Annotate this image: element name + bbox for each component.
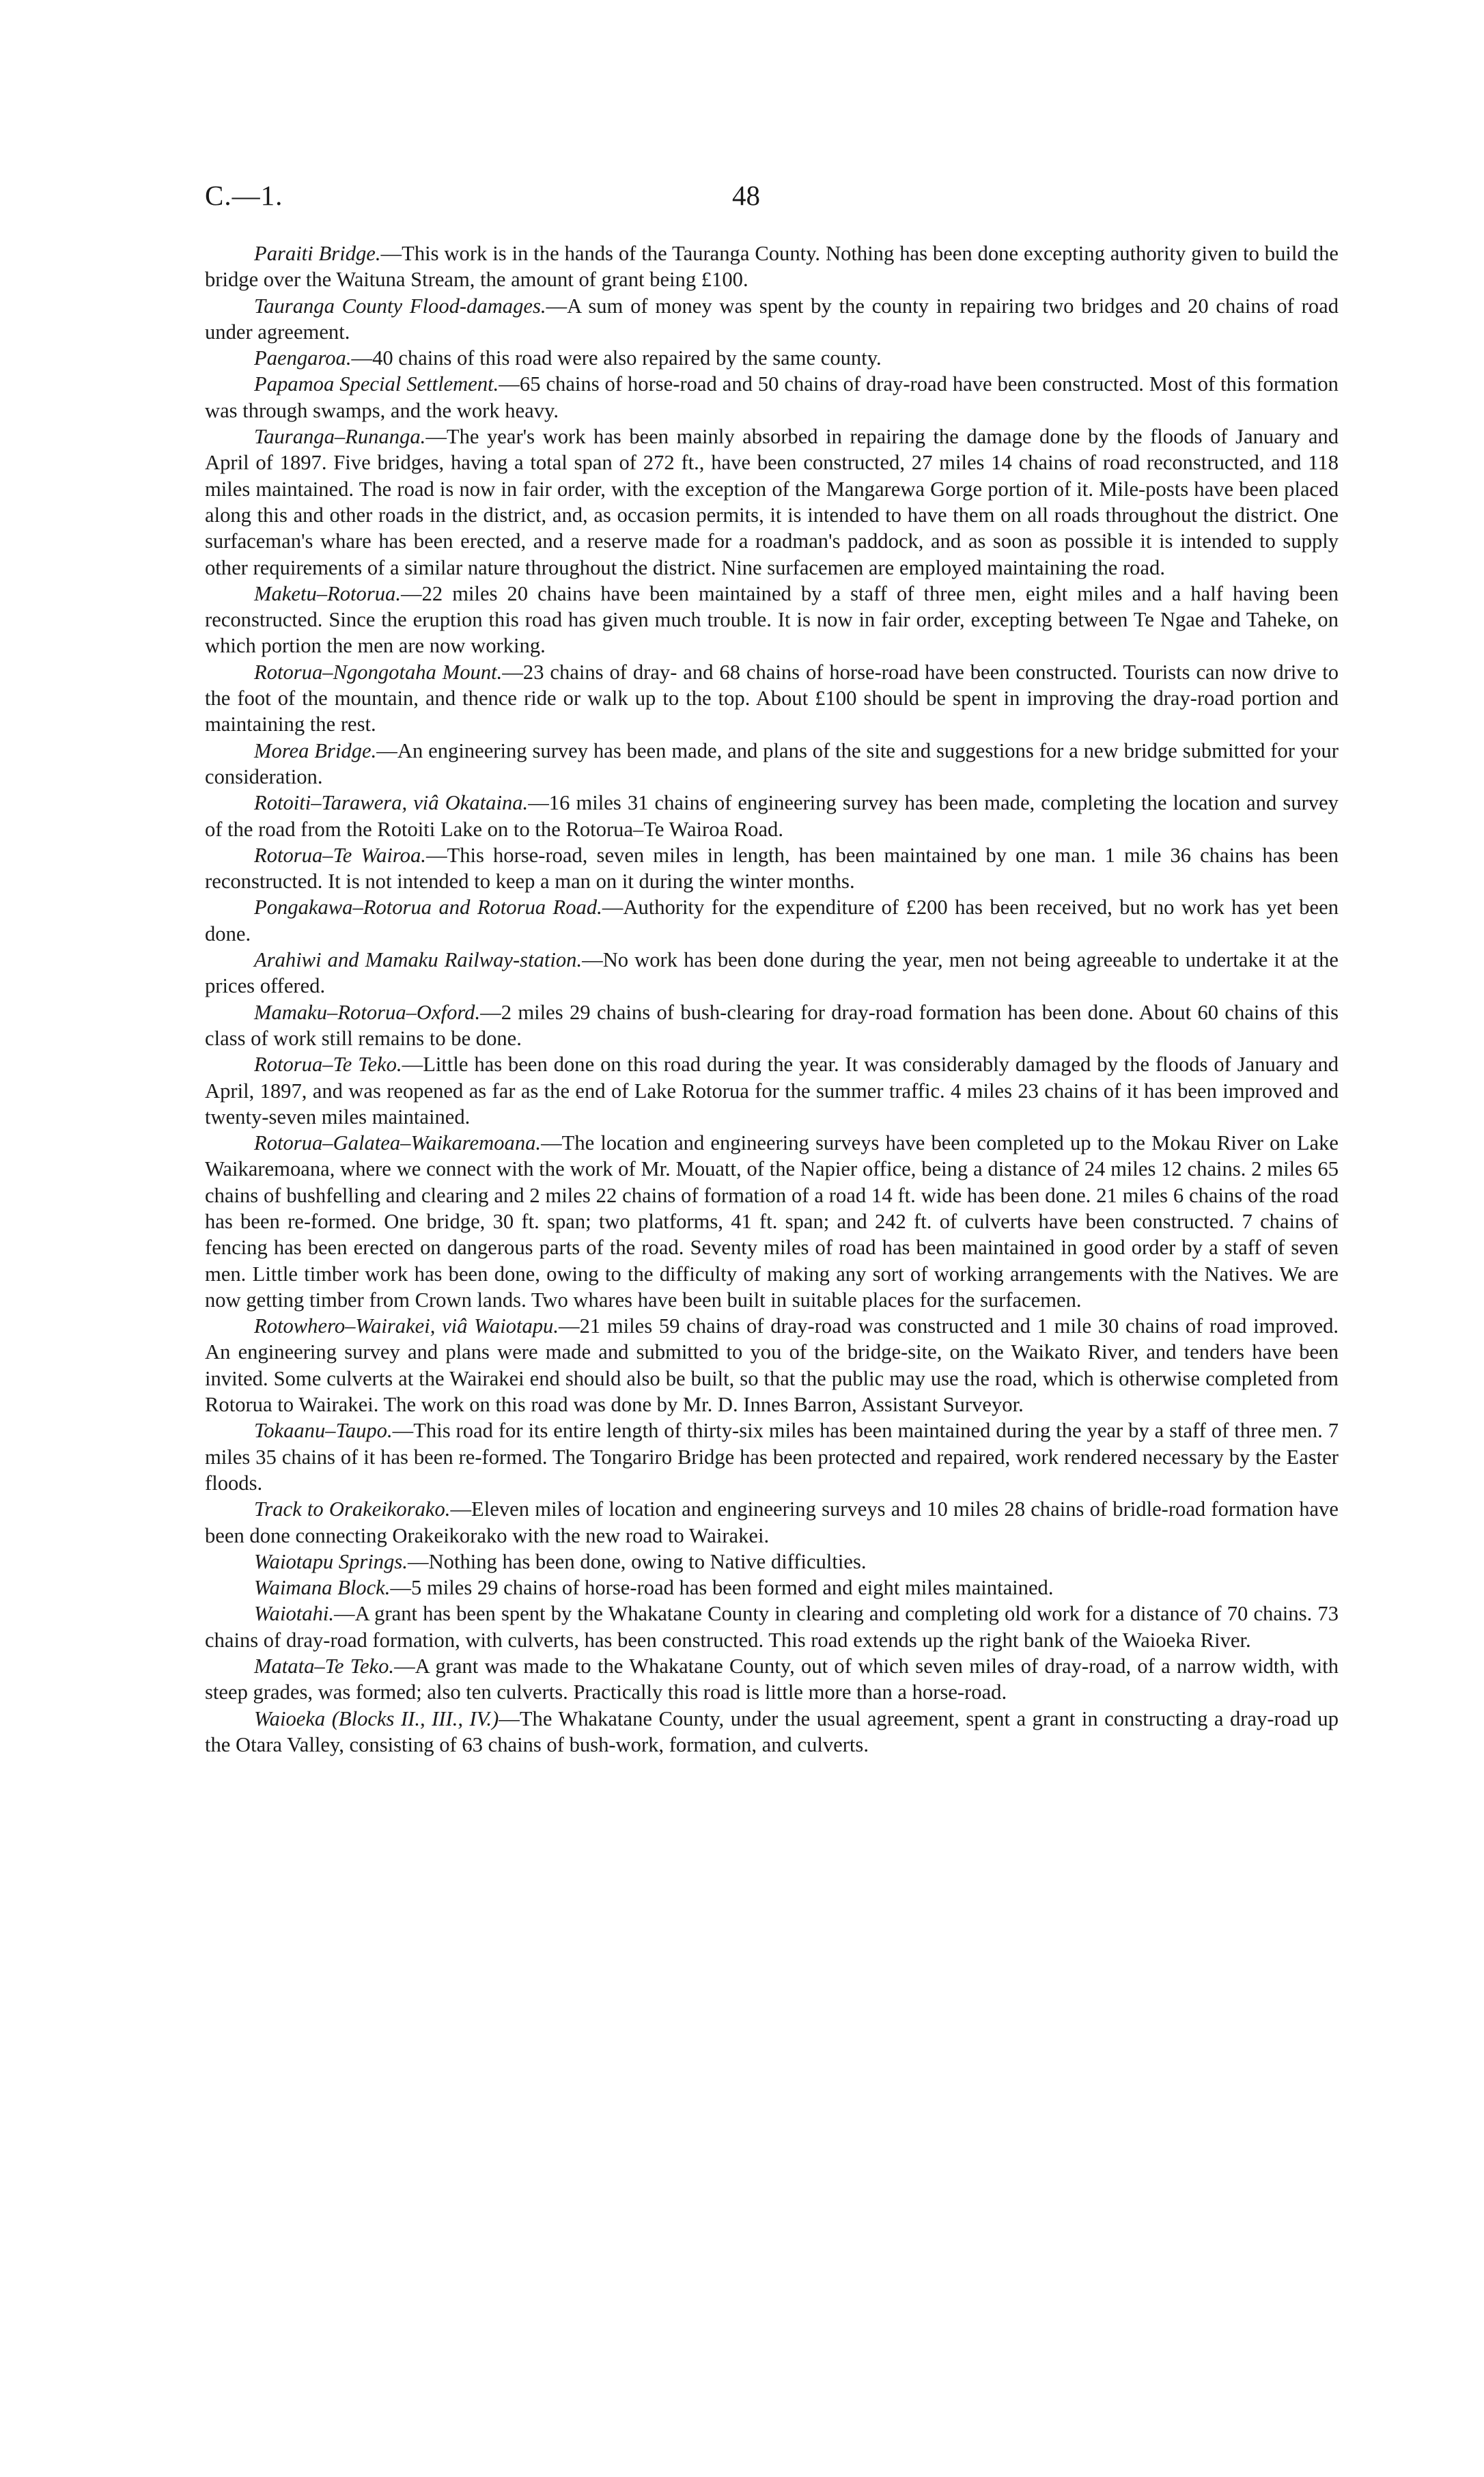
- paragraph-papamoa: [205, 371, 1339, 424]
- paragraph-text: —Authority for the expenditure of £200 has been received, but no work has yet been done.: [205, 896, 1339, 945]
- paragraph-title: Rotoiti–Tarawera, viâ Okataina.: [254, 791, 529, 815]
- paragraph-title: Rotorua–Ngongotaha Mount.: [254, 660, 503, 684]
- document-reference: C.—1.: [205, 180, 283, 211]
- paragraph-waimana-block: [205, 1575, 1339, 1601]
- paragraph-title: Rotorua–Te Wairoa.: [254, 843, 426, 867]
- paragraph-title: Rotorua–Galatea–Waikaremoana.: [254, 1131, 542, 1155]
- paragraph-rotorua-ngongotaha: [205, 659, 1339, 738]
- paragraph-text: —Little has been done on this road during the year. It was considerably damaged by the floods of January and April, 1897, and was reopened as far as the end of Lake Rotorua for the summer traffic. 4 miles 23 chains of it has been improved and twenty-seven miles maintained.: [205, 1053, 1339, 1129]
- paragraph-text: —22 miles 20 chains have been maintained by a staff of three men, eight miles and a half having been reconstructed. Since the eruption this road has given much trouble. It is now in fair order, excepting between Te Ngae and Taheke, on which portion the men are now working.: [205, 581, 1339, 658]
- paragraph-title: Mamaku–Rotorua–Oxford.: [254, 1000, 481, 1024]
- paragraph-title: Tauranga–Runanga.: [254, 425, 426, 449]
- paragraph-mamaku-rotorua-oxford: [205, 999, 1339, 1052]
- paragraph-pongakawa-rotorua: [205, 894, 1339, 947]
- paragraph-waioeka: [205, 1706, 1339, 1758]
- page-header: [205, 179, 1339, 220]
- paragraph-title: Arahiwi and Mamaku Railway-station.: [254, 948, 583, 972]
- paragraph-text: —The year's work has been mainly absorbed in repairing the damage done by the floods of January and April of 1897. Five bridges, having a total span of 272 ft., have been constructed, 27 miles 14 chains of road reconstructed, and 118 miles maintained. The road is now in fair order, with the exception of the Mangarewa Gorge portion of it. Mile-posts have been placed along this and other roads in the district, and, as occasion permits, it is intended to have them on all roads throughout the district. One surfaceman's whare has been erected, and a reserve made for a roadman's paddock, and as soon as possible it is intended to supply other requirements of a similar nature throughout the district. Nine surfacemen are employed maintaining the road.: [205, 425, 1339, 579]
- paragraph-title: Track to Orakeikorako.: [254, 1497, 451, 1521]
- paragraph-title: Maketu–Rotorua.: [254, 581, 401, 605]
- paragraph-text: —No work has been done during the year, men not being agreeable to undertake it at the prices offered.: [205, 948, 1339, 998]
- paragraph-title: Rotorua–Te Teko.: [254, 1053, 402, 1077]
- report-body: [205, 240, 1339, 1758]
- paragraph-rotoiti-tarawera: [205, 790, 1339, 842]
- paragraph-text: —A grant was made to the Whakatane County, out of which seven miles of dray-road, of a narrow width, with steep grades, was formed; also ten culverts. Practically this road is little more than a horse-road.: [205, 1655, 1339, 1704]
- paragraph-title: Paengaroa.: [254, 346, 352, 370]
- paragraph-text: —The Whakatane County, under the usual agreement, spent a grant in constructing a dray-road up the Otara Valley, consisting of 63 chains of bush-work, formation, and culverts.: [205, 1706, 1339, 1756]
- paragraph-morea-bridge: [205, 738, 1339, 790]
- paragraph-text: —A grant has been spent by the Whakatane County in clearing and completing old work for a distance of 70 chains. 73 chains of dray-road formation, with culverts, has been constructed. This road extends up the right bank of the Waioeka River.: [205, 1602, 1339, 1652]
- paragraph-title: Waiotapu Springs.: [254, 1549, 408, 1573]
- paragraph-title: Pongakawa–Rotorua and Rotorua Road.: [254, 896, 602, 919]
- paragraph-maketu-rotorua: [205, 581, 1339, 659]
- paragraph-text: —A sum of money was spent by the county in repairing two bridges and 20 chains of road under agreement.: [205, 294, 1339, 344]
- paragraph-waiotahi: [205, 1601, 1339, 1653]
- paragraph-text: —16 miles 31 chains of engineering survey has been made, completing the location and survey of the road from the Rotoiti Lake on to the Rotorua–Te Wairoa Road.: [205, 791, 1339, 841]
- paragraph-paengaroa: [205, 345, 1339, 371]
- paragraph-text: —65 chains of horse-road and 50 chains of dray-road have been constructed. Most of this formation was through swamps, and the work heavy.: [205, 372, 1339, 422]
- paragraph-title: Waiotahi.: [254, 1602, 335, 1626]
- paragraph-text: —2 miles 29 chains of bush-clearing for dray-road formation has been done. About 60 chains of this class of work still remains to be done.: [205, 1000, 1339, 1050]
- paragraph-title: Rotowhero–Wairakei, viâ Waiotapu.: [254, 1314, 559, 1338]
- paragraph-title: Waimana Block.: [254, 1576, 391, 1600]
- paragraph-waiotapu-springs: [205, 1549, 1339, 1575]
- paragraph-rotorua-te-wairoa: [205, 842, 1339, 895]
- paragraph-track-orakeikorako: [205, 1496, 1339, 1549]
- paragraph-title: Waioeka (Blocks II., III., IV.): [254, 1706, 499, 1730]
- paragraph-text: —This road for its entire length of thirty-six miles has been maintained during the year by a staff of three men. 7 miles 35 chains of it has been re-formed. The Tongariro Bridge has been protected and repaired, work rendered necessary by the Easter floods.: [205, 1419, 1339, 1495]
- paragraph-title: Tokaanu–Taupo.: [254, 1419, 393, 1443]
- paragraph-rotorua-galatea-waikaremoana: [205, 1130, 1339, 1313]
- paragraph-title: Paraiti Bridge.: [254, 242, 381, 265]
- paragraph-arahiwi-mamaku: [205, 947, 1339, 999]
- page-number: 48: [732, 180, 760, 211]
- paragraph-text: —The location and engineering surveys have been completed up to the Mokau River on Lake Waikaremoana, where we connect with the work of Mr. Mouatt, of the Napier office, being a distance of 24 miles 12 chains. 2 miles 65 chains of bushfelling and clearing and 2 miles 22 chains of formation of a road 14 ft. wide has been done. 21 miles 6 chains of the road has been re-formed. One bridge, 30 ft. span; two platforms, 41 ft. span; and 242 ft. of culverts have been constructed. 7 chains of fencing has been erected on dangerous parts of the road. Seventy miles of road has been maintained in good order by a staff of seven men. Little timber work has been done, owing to the difficulty of making any sort of working arrangements with the Natives. We are now getting timber from Crown lands. Two whares have been built in suitable places for the surfacemen.: [205, 1131, 1339, 1312]
- paragraph-rotorua-te-teko: [205, 1051, 1339, 1130]
- paragraph-text: —An engineering survey has been made, and plans of the site and suggestions for a new bridge submitted for your consideration.: [205, 738, 1339, 788]
- paragraph-paraiti-bridge: [205, 240, 1339, 293]
- paragraph-title: Matata–Te Teko.: [254, 1655, 395, 1678]
- paragraph-title: Tauranga County Flood-damages.: [254, 294, 546, 318]
- paragraph-text: —23 chains of dray- and 68 chains of horse-road have been constructed. Tourists can now drive to the foot of the mountain, and thence ride or walk up to the top. About £100 should be spent in improving the dray-road portion and maintaining the rest.: [205, 660, 1339, 736]
- paragraph-text: —This horse-road, seven miles in length, has been maintained by one man. 1 mile 36 chains has been reconstructed. It is not intended to keep a man on it during the winter months.: [205, 843, 1339, 894]
- paragraph-text: —Nothing has been done, owing to Native difficulties.: [407, 1549, 867, 1573]
- paragraph-title: Papamoa Special Settlement.: [254, 372, 499, 396]
- paragraph-text: —5 miles 29 chains of horse-road has been formed and eight miles maintained.: [390, 1576, 1054, 1600]
- paragraph-text: —21 miles 59 chains of dray-road was constructed and 1 mile 30 chains of road improved. An engineering survey and plans were made and submitted to you of the bridge-site, on the Waikato River, and tenders have been invited. Some culverts at the Wairakei end should also be built, so that the public may use the road, which is otherwise completed from Rotorua to Wairakei. The work on this road was done by Mr. D. Innes Barron, Assistant Surveyor.: [205, 1314, 1339, 1417]
- paragraph-tauranga-runanga: [205, 424, 1339, 581]
- paragraph-text: —This work is in the hands of the Tauranga County. Nothing has been done excepting authority given to build the bridge over the Waituna Stream, the amount of grant being £100.: [205, 242, 1339, 292]
- paragraph-rotowhero-wairakei: [205, 1313, 1339, 1417]
- paragraph-text: —40 chains of this road were also repaired by the same county.: [351, 346, 882, 370]
- paragraph-tauranga-flood-damages: [205, 293, 1339, 346]
- paragraph-title: Morea Bridge.: [254, 738, 377, 762]
- paragraph-tokaanu-taupo: [205, 1417, 1339, 1496]
- paragraph-matata-te-teko: [205, 1653, 1339, 1706]
- paragraph-text: —Eleven miles of location and engineering surveys and 10 miles 28 chains of bridle-road formation have been done connecting Orakeikorako with the new road to Wairakei.: [205, 1497, 1339, 1547]
